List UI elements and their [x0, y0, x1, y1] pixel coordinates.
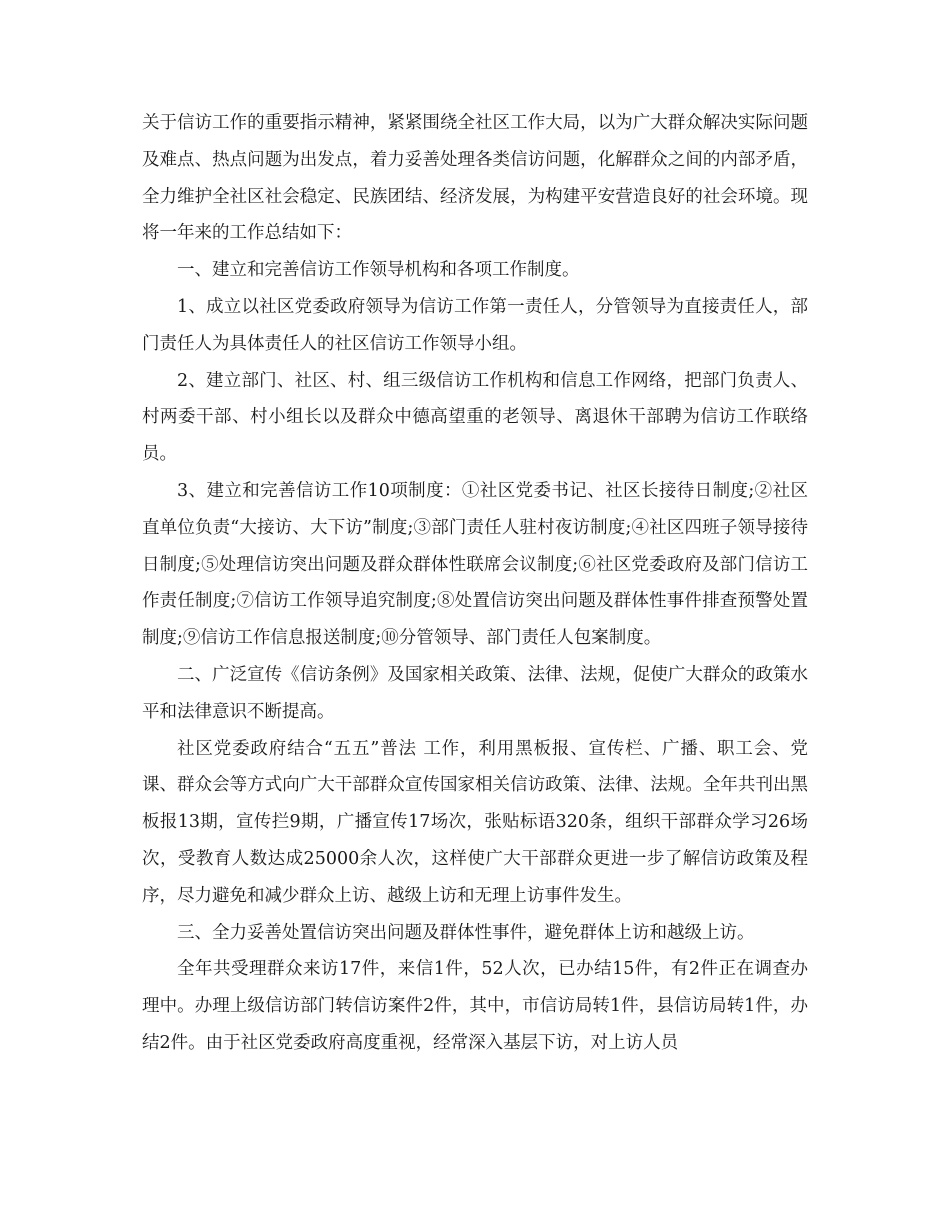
section-heading-1: 一、建立和完善信访工作领导机构和各项工作制度。: [177, 260, 580, 281]
section-heading-2: 二、广泛宣传《信访条例》及国家相关政策、法律、法规，促使广大群众的政策水平和法律意识不断提高。: [142, 664, 808, 722]
section-heading-3: 三、全力妥善处置信访突出问题及群体性事件，避免群体上访和越级上访。: [177, 922, 755, 943]
document-body: [142, 105, 808, 1062]
paragraph-publicity: 社区党委政府结合“五五”普法 工作，利用黑板报、宣传栏、广播、职工会、党课、群众会等方式向广大干部群众宣传国家相关信访政策、法律、法规。全年共刊出黑板报13期，宣传拦9期，广播宣传17场次，张贴标语320条，组织干部群众学习26场次，受教育人数达成25000余人次，这样使广大干部群众更进一步了解信访政策及程序，尽力避免和减少群众上访、越级上访和无理上访事件发生。: [142, 738, 808, 906]
paragraph-intro: 关于信访工作的重要指示精神，紧紧围绕全社区工作大局，以为广大群众解决实际问题及难点、热点问题为出发点，着力妥善处理各类信访问题，化解群众之间的内部矛盾，全力维护全社区社会稳定、民族团结、经济发展，为构建平安营造良好的社会环境。现将一年来的工作总结如下：: [142, 113, 808, 244]
paragraph-item-2: 2、建立部门、社区、村、组三级信访工作机构和信息工作网络，把部门负责人、村两委干部、村小组长以及群众中德高望重的老领导、离退休干部聘为信访工作联络员。: [142, 370, 808, 465]
paragraph-cases: 全年共受理群众来访17件，来信1件，52人次，已办结15件，有2件正在调查办理中。办理上级信访部门转信访案件2件，其中，市信访局转1件，县信访局转1件，办结2件。由于社区党委政府高度重视，经常深入基层下访，对上访人员: [142, 959, 808, 1053]
paragraph-item-3: 3、建立和完善信访工作10项制度：①社区党委书记、社区长接待日制度;②社区直单位负责“大接访、大下访”制度;③部门责任人驻村夜访制度;④社区四班子领导接待日制度;⑤处理信访突出问题及群众群体性联席会议制度;⑥社区党委政府及部门信访工作责任制度;⑦信访工作领导追究制度;⑧处置信访突出问题及群体性事件排查预警处置制度;⑨信访工作信息报送制度;⑩分管领导、部门责任人包案制度。: [142, 480, 808, 649]
paragraph-item-1: 1、成立以社区党委政府领导为信访工作第一责任人，分管领导为直接责任人，部门责任人为具体责任人的社区信访工作领导小组。: [142, 296, 808, 354]
